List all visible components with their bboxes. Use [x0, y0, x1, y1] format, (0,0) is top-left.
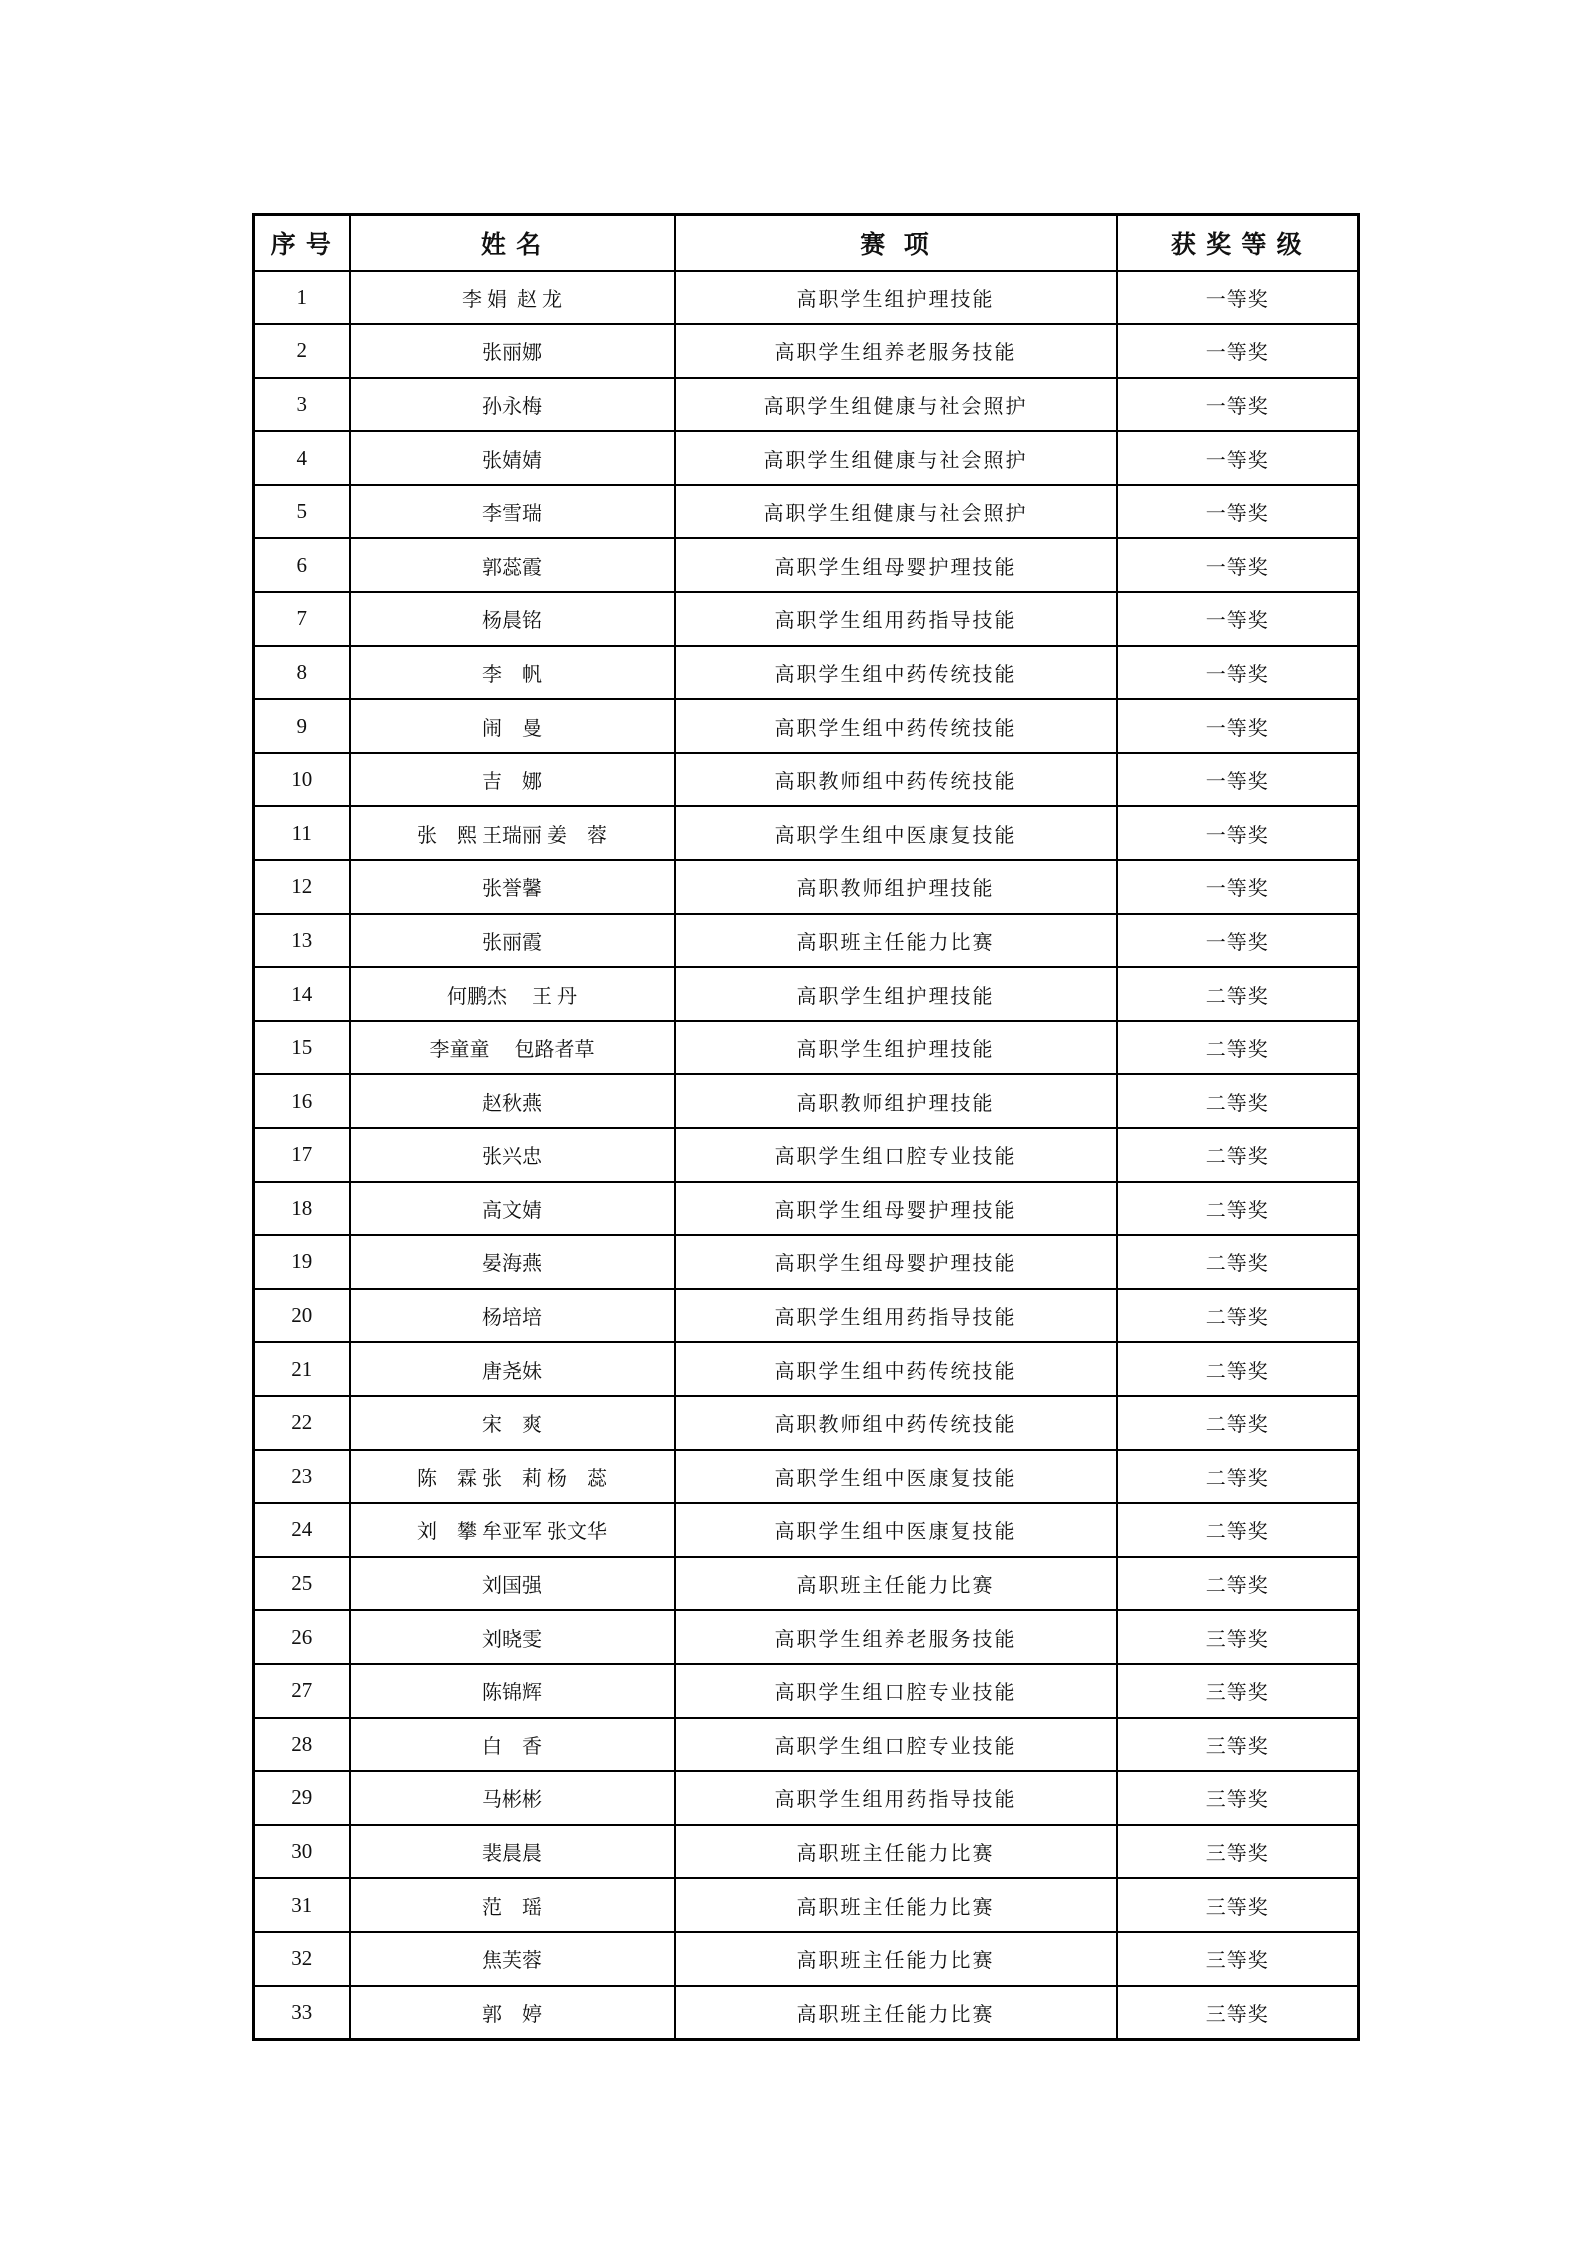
cell-name: 赵秋燕 [350, 1074, 675, 1128]
table-row [254, 1289, 1359, 1343]
cell-award: 二等奖 [1117, 1450, 1359, 1504]
cell-award: 二等奖 [1117, 1074, 1359, 1128]
cell-no: 18 [254, 1182, 350, 1236]
cell-award: 二等奖 [1117, 1503, 1359, 1557]
cell-event: 高职学生组护理技能 [675, 967, 1117, 1021]
cell-no: 14 [254, 967, 350, 1021]
cell-award: 三等奖 [1117, 1771, 1359, 1825]
cell-event: 高职学生组中医康复技能 [675, 806, 1117, 860]
cell-event: 高职学生组中药传统技能 [675, 646, 1117, 700]
cell-award: 一等奖 [1117, 914, 1359, 968]
cell-award: 一等奖 [1117, 485, 1359, 539]
cell-award: 一等奖 [1117, 592, 1359, 646]
cell-no: 16 [254, 1074, 350, 1128]
cell-name: 吉 娜 [350, 753, 675, 807]
cell-name: 陈 霖 张 莉 杨 蕊 [350, 1450, 675, 1504]
cell-name: 高文婧 [350, 1182, 675, 1236]
table-row [254, 967, 1359, 1021]
cell-event: 高职教师组中药传统技能 [675, 1396, 1117, 1450]
cell-name: 刘国强 [350, 1557, 675, 1611]
table-row [254, 1610, 1359, 1664]
cell-no: 9 [254, 699, 350, 753]
cell-no: 26 [254, 1610, 350, 1664]
cell-name: 李雪瑞 [350, 485, 675, 539]
cell-award: 二等奖 [1117, 1289, 1359, 1343]
cell-no: 15 [254, 1021, 350, 1075]
cell-no: 4 [254, 431, 350, 485]
table-row [254, 1128, 1359, 1182]
cell-name: 郭 婷 [350, 1986, 675, 2040]
cell-no: 7 [254, 592, 350, 646]
table-row [254, 1396, 1359, 1450]
cell-no: 19 [254, 1235, 350, 1289]
cell-name: 张婧婧 [350, 431, 675, 485]
header-row [254, 215, 1359, 271]
cell-event: 高职学生组用药指导技能 [675, 1289, 1117, 1343]
table-row [254, 431, 1359, 485]
cell-award: 二等奖 [1117, 1396, 1359, 1450]
table-row [254, 1825, 1359, 1879]
cell-name: 何鹏杰 王 丹 [350, 967, 675, 1021]
cell-name: 李 娟 赵 龙 [350, 271, 675, 325]
cell-no: 12 [254, 860, 350, 914]
cell-award: 一等奖 [1117, 378, 1359, 432]
table-row [254, 592, 1359, 646]
table-row [254, 324, 1359, 378]
table-row [254, 1664, 1359, 1718]
cell-no: 32 [254, 1932, 350, 1986]
cell-event: 高职学生组中医康复技能 [675, 1503, 1117, 1557]
cell-no: 20 [254, 1289, 350, 1343]
cell-name: 马彬彬 [350, 1771, 675, 1825]
cell-name: 张丽娜 [350, 324, 675, 378]
cell-no: 17 [254, 1128, 350, 1182]
table-row [254, 1557, 1359, 1611]
cell-event: 高职学生组健康与社会照护 [675, 431, 1117, 485]
cell-event: 高职教师组护理技能 [675, 1074, 1117, 1128]
cell-name: 郭蕊霞 [350, 538, 675, 592]
cell-award: 三等奖 [1117, 1718, 1359, 1772]
cell-award: 二等奖 [1117, 1235, 1359, 1289]
cell-award: 三等奖 [1117, 1610, 1359, 1664]
cell-no: 5 [254, 485, 350, 539]
table-header [254, 215, 1359, 271]
table-row [254, 1878, 1359, 1932]
cell-no: 10 [254, 753, 350, 807]
cell-award: 一等奖 [1117, 271, 1359, 325]
table-row [254, 1074, 1359, 1128]
cell-no: 8 [254, 646, 350, 700]
cell-name: 裴晨晨 [350, 1825, 675, 1879]
cell-no: 6 [254, 538, 350, 592]
cell-event: 高职班主任能力比赛 [675, 1932, 1117, 1986]
table-row [254, 485, 1359, 539]
cell-name: 杨培培 [350, 1289, 675, 1343]
cell-award: 二等奖 [1117, 1182, 1359, 1236]
table-row [254, 1235, 1359, 1289]
cell-award: 二等奖 [1117, 1128, 1359, 1182]
cell-no: 21 [254, 1342, 350, 1396]
table-row [254, 1503, 1359, 1557]
cell-no: 2 [254, 324, 350, 378]
table-row [254, 1182, 1359, 1236]
cell-event: 高职学生组健康与社会照护 [675, 485, 1117, 539]
cell-award: 二等奖 [1117, 967, 1359, 1021]
cell-award: 一等奖 [1117, 646, 1359, 700]
cell-event: 高职学生组母婴护理技能 [675, 1235, 1117, 1289]
cell-event: 高职班主任能力比赛 [675, 914, 1117, 968]
header-no: 序 号 [254, 215, 350, 271]
cell-name: 张誉馨 [350, 860, 675, 914]
cell-no: 33 [254, 1986, 350, 2040]
table-row [254, 1932, 1359, 1986]
cell-event: 高职学生组中医康复技能 [675, 1450, 1117, 1504]
cell-event: 高职学生组健康与社会照护 [675, 378, 1117, 432]
cell-name: 杨晨铭 [350, 592, 675, 646]
cell-event: 高职学生组护理技能 [675, 1021, 1117, 1075]
cell-award: 一等奖 [1117, 538, 1359, 592]
cell-no: 22 [254, 1396, 350, 1450]
table-row [254, 271, 1359, 325]
cell-name: 白 香 [350, 1718, 675, 1772]
cell-name: 陈锦辉 [350, 1664, 675, 1718]
header-award: 获 奖 等 级 [1117, 215, 1359, 271]
cell-name: 焦芙蓉 [350, 1932, 675, 1986]
cell-award: 一等奖 [1117, 324, 1359, 378]
cell-name: 刘晓雯 [350, 1610, 675, 1664]
cell-award: 三等奖 [1117, 1878, 1359, 1932]
header-event: 赛 项 [675, 215, 1117, 271]
cell-event: 高职学生组口腔专业技能 [675, 1128, 1117, 1182]
cell-no: 24 [254, 1503, 350, 1557]
cell-no: 3 [254, 378, 350, 432]
cell-award: 一等奖 [1117, 431, 1359, 485]
cell-event: 高职学生组母婴护理技能 [675, 538, 1117, 592]
cell-event: 高职学生组口腔专业技能 [675, 1718, 1117, 1772]
cell-name: 张兴忠 [350, 1128, 675, 1182]
cell-no: 23 [254, 1450, 350, 1504]
cell-event: 高职学生组养老服务技能 [675, 324, 1117, 378]
table-row [254, 646, 1359, 700]
cell-event: 高职学生组养老服务技能 [675, 1610, 1117, 1664]
cell-no: 27 [254, 1664, 350, 1718]
cell-name: 晏海燕 [350, 1235, 675, 1289]
cell-award: 一等奖 [1117, 699, 1359, 753]
cell-no: 1 [254, 271, 350, 325]
cell-award: 二等奖 [1117, 1342, 1359, 1396]
table-row [254, 1986, 1359, 2040]
table-row [254, 1342, 1359, 1396]
cell-award: 三等奖 [1117, 1664, 1359, 1718]
cell-name: 宋 爽 [350, 1396, 675, 1450]
table-row [254, 1718, 1359, 1772]
table-row [254, 1021, 1359, 1075]
cell-no: 29 [254, 1771, 350, 1825]
table-row [254, 753, 1359, 807]
cell-event: 高职班主任能力比赛 [675, 1878, 1117, 1932]
cell-no: 25 [254, 1557, 350, 1611]
cell-event: 高职学生组护理技能 [675, 271, 1117, 325]
cell-event: 高职教师组护理技能 [675, 860, 1117, 914]
cell-no: 13 [254, 914, 350, 968]
cell-award: 三等奖 [1117, 1986, 1359, 2040]
cell-award: 一等奖 [1117, 860, 1359, 914]
cell-event: 高职学生组中药传统技能 [675, 699, 1117, 753]
cell-name: 唐尧妹 [350, 1342, 675, 1396]
cell-name: 孙永梅 [350, 378, 675, 432]
cell-event: 高职班主任能力比赛 [675, 1557, 1117, 1611]
table-row [254, 378, 1359, 432]
table-row [254, 699, 1359, 753]
cell-event: 高职学生组口腔专业技能 [675, 1664, 1117, 1718]
table-row [254, 538, 1359, 592]
cell-event: 高职教师组中药传统技能 [675, 753, 1117, 807]
cell-award: 三等奖 [1117, 1932, 1359, 1986]
cell-event: 高职班主任能力比赛 [675, 1986, 1117, 2040]
cell-name: 闹 曼 [350, 699, 675, 753]
cell-no: 31 [254, 1878, 350, 1932]
cell-event: 高职学生组用药指导技能 [675, 1771, 1117, 1825]
award-table [252, 213, 1360, 2041]
table-row [254, 806, 1359, 860]
cell-name: 张 熙 王瑞丽 姜 蓉 [350, 806, 675, 860]
cell-no: 11 [254, 806, 350, 860]
cell-award: 一等奖 [1117, 753, 1359, 807]
table-body [254, 271, 1359, 2040]
cell-award: 一等奖 [1117, 806, 1359, 860]
cell-name: 范 瑶 [350, 1878, 675, 1932]
cell-event: 高职学生组中药传统技能 [675, 1342, 1117, 1396]
table-row [254, 1771, 1359, 1825]
cell-no: 28 [254, 1718, 350, 1772]
cell-award: 二等奖 [1117, 1021, 1359, 1075]
cell-no: 30 [254, 1825, 350, 1879]
cell-name: 李 帆 [350, 646, 675, 700]
table-row [254, 1450, 1359, 1504]
cell-award: 三等奖 [1117, 1825, 1359, 1879]
cell-event: 高职学生组母婴护理技能 [675, 1182, 1117, 1236]
cell-name: 李童童 包路者草 [350, 1021, 675, 1075]
cell-event: 高职学生组用药指导技能 [675, 592, 1117, 646]
table-row [254, 914, 1359, 968]
cell-award: 二等奖 [1117, 1557, 1359, 1611]
cell-event: 高职班主任能力比赛 [675, 1825, 1117, 1879]
header-name: 姓 名 [350, 215, 675, 271]
cell-name: 刘 攀 牟亚军 张文华 [350, 1503, 675, 1557]
table-row [254, 860, 1359, 914]
cell-name: 张丽霞 [350, 914, 675, 968]
